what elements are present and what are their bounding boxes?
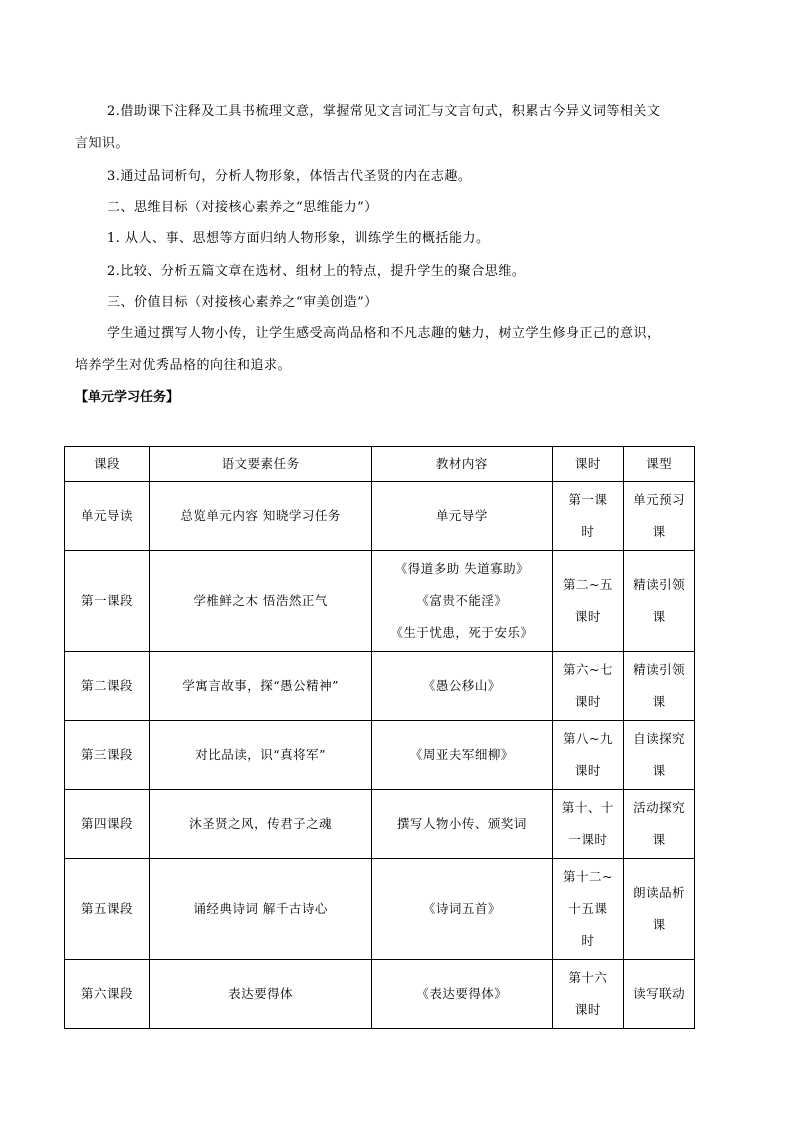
table-header-row [65, 447, 695, 482]
table-row [65, 790, 695, 859]
material-line: 《得道多助 失道寡助》 [394, 561, 530, 576]
cell-task: 表达要得体 [150, 960, 372, 1029]
paragraph: 学生通过撰写人物小传，让学生感受高尚品格和不凡志趣的魅力，树立学生修身正己的意识， [107, 326, 661, 341]
cell-task: 总览单元内容 知晓学习任务 [150, 482, 372, 551]
material-line: 《诗词五首》 [422, 901, 501, 916]
time-line: 第一课 [568, 492, 608, 507]
cell-type [624, 482, 695, 551]
cell-segment: 第六课段 [65, 960, 150, 1029]
paragraph: 二、思维目标（对接核心素养之“思维能力”） [107, 200, 378, 215]
cell-type [624, 960, 695, 1029]
type-line: 朗读品析 [633, 885, 686, 900]
paragraph: 三、价值目标（对接核心素养之“审美创造”） [107, 295, 378, 310]
paragraph: 3.通过品词析句，分析人物形象，体悟古代圣贤的内在志趣。 [107, 169, 472, 184]
table-row [65, 721, 695, 790]
table-row [65, 859, 695, 960]
column-header: 语文要素任务 [150, 447, 372, 482]
paragraph: 1. 从人、事、思想等方面归纳人物形象，训练学生的概括能力。 [107, 231, 490, 246]
type-line: 课 [652, 763, 666, 778]
column-header: 教材内容 [372, 447, 552, 482]
type-line: 单元预习 [633, 492, 686, 507]
cell-segment: 第三课段 [65, 721, 150, 790]
time-line: 课时 [574, 694, 601, 709]
paragraph: 2.借助课下注释及工具书梳理文意，掌握常见文言词汇与文言句式，积累古今异义词等相关文 [107, 104, 661, 119]
cell-segment: 第二课段 [65, 652, 150, 721]
cell-segment: 第一课段 [65, 551, 150, 652]
material-line: 《富贵不能淫》 [416, 593, 508, 608]
type-line: 读写联动 [633, 986, 686, 1001]
time-line: 第十六 [568, 970, 608, 985]
cell-type [624, 551, 695, 652]
time-line: 十五课 [568, 901, 608, 916]
material-line: 单元导学 [435, 508, 488, 523]
table-row [65, 482, 695, 551]
cell-type [624, 790, 695, 859]
material-line: 撰写人物小传、颁奖词 [396, 816, 527, 831]
cell-time [552, 551, 624, 652]
table-row [65, 960, 695, 1029]
cell-task: 学寓言故事，探“愚公精神” [150, 652, 372, 721]
time-line: 第十二~ [562, 869, 613, 884]
unit-task-table [64, 446, 695, 1029]
cell-type [624, 721, 695, 790]
column-header: 课段 [65, 447, 150, 482]
type-line: 课 [652, 917, 666, 932]
material-line: 《表达要得体》 [416, 986, 508, 1001]
material-line: 《周亚夫军细柳》 [409, 747, 514, 762]
cell-materials [372, 652, 552, 721]
type-line: 课 [652, 832, 666, 847]
cell-segment: 单元导读 [65, 482, 150, 551]
type-line: 课 [652, 609, 666, 624]
cell-materials [372, 859, 552, 960]
cell-segment: 第五课段 [65, 859, 150, 960]
time-line: 课时 [574, 609, 601, 624]
cell-task: 学椎鲜之木 悟浩然正气 [150, 551, 372, 652]
paragraph: 2.比较、分析五篇文章在选材、组材上的特点，提升学生的聚合思维。 [107, 264, 526, 279]
cell-materials [372, 960, 552, 1029]
cell-materials [372, 551, 552, 652]
cell-time [552, 960, 624, 1029]
cell-materials [372, 721, 552, 790]
cell-type [624, 652, 695, 721]
cell-time [552, 652, 624, 721]
type-line: 精读引领 [633, 577, 686, 592]
type-line: 自读探究 [633, 731, 686, 746]
time-line: 第八~九 [562, 731, 613, 746]
material-line: 《愚公移山》 [422, 678, 501, 693]
time-line: 第二~五 [562, 577, 613, 592]
cell-materials [372, 482, 552, 551]
type-line: 课 [652, 694, 666, 709]
cell-time [552, 482, 624, 551]
time-line: 时 [581, 524, 595, 539]
time-line: 第六~七 [562, 662, 613, 677]
material-line: 《生于忧患，死于安乐》 [390, 625, 534, 640]
cell-time [552, 859, 624, 960]
paragraph: 言知识。 [75, 136, 130, 151]
cell-materials [372, 790, 552, 859]
time-line: 第十、十 [561, 800, 614, 815]
time-line: 一课时 [568, 832, 608, 847]
section-heading: 【单元学习任务】 [75, 390, 180, 405]
cell-task: 对比品读，识“真将军” [150, 721, 372, 790]
time-line: 时 [581, 933, 595, 948]
cell-task: 沐圣贤之风，传君子之魂 [150, 790, 372, 859]
cell-time [552, 790, 624, 859]
column-header: 课型 [624, 447, 695, 482]
type-line: 精读引领 [633, 662, 686, 677]
cell-type [624, 859, 695, 960]
paragraph: 培养学生对优秀品格的向往和追求。 [75, 358, 292, 373]
cell-time [552, 721, 624, 790]
type-line: 课 [652, 524, 666, 539]
table-row [65, 652, 695, 721]
cell-task: 诵经典诗词 解千古诗心 [150, 859, 372, 960]
time-line: 课时 [574, 1002, 601, 1017]
type-line: 活动探究 [633, 800, 686, 815]
table-row [65, 551, 695, 652]
cell-segment: 第四课段 [65, 790, 150, 859]
column-header: 课时 [552, 447, 624, 482]
time-line: 课时 [574, 763, 601, 778]
